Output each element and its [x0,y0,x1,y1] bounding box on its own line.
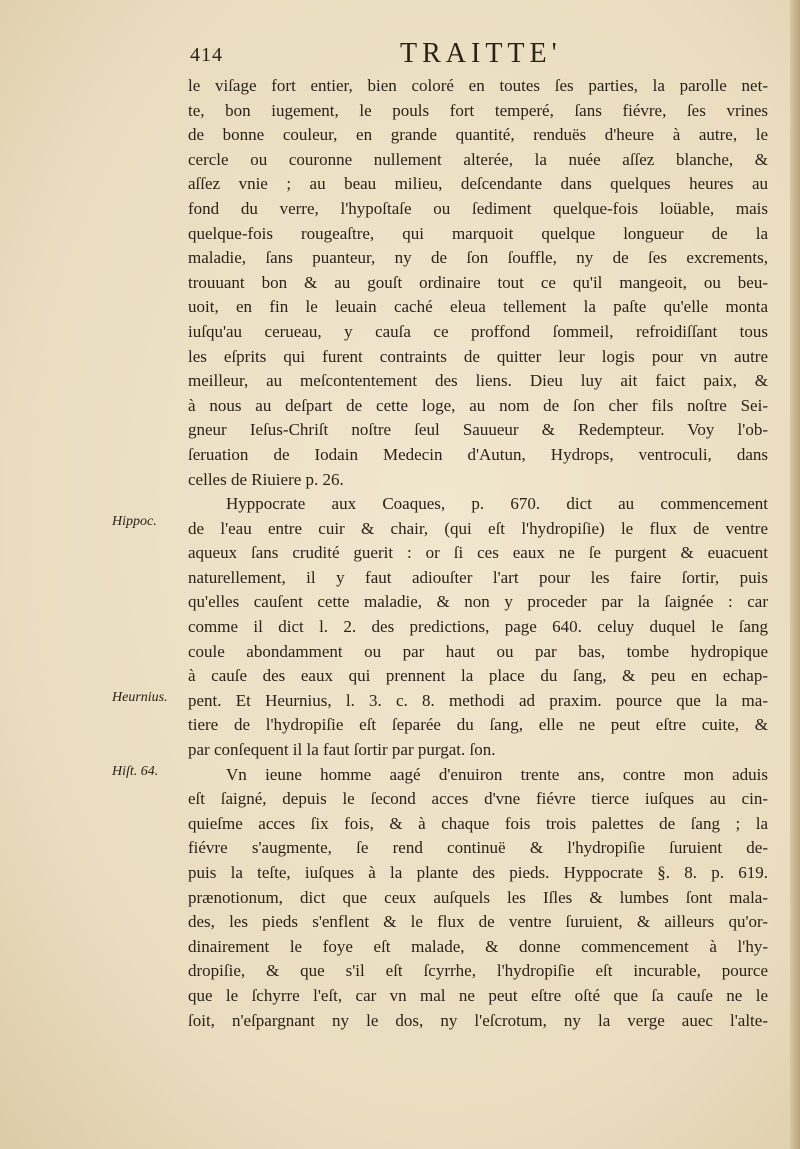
text-line: prænotionum, dict que ceux auſquels les Iſles & lumbes ſont mala- [188,887,768,907]
margin-note-hist: Hiſt. 64. [112,764,159,779]
text-line: le viſage fort entier, bien coloré en toutes ſes parties, la parolle net- [188,76,768,95]
text-line: gneur Ieſus-Chriſt noſtre ſeul Sauueur & Redempteur. Voy l'ob- [188,420,768,440]
text-line: meilleur, au meſcontentement des liens. Dieu luy ait faict paix, & [188,371,768,391]
text-line: trouuant bon & au gouſt ordinaire tout ce qu'il mangeoit, ou beu- [188,272,768,292]
text-line: comme il dict l. 2. des predictions, page 640. celuy duquel le ſang [188,617,768,637]
text-line: celles de Riuiere p. 26. [188,469,344,489]
text-line: coule abondamment ou par haut ou par bas, tombe hydropique [188,641,768,661]
text-line: les eſprits qui furent contraints de quitter leur logis pour vn autre [188,346,768,366]
text-line: quelque-fois rougeaſtre, qui marquoit quelque longueur de la [188,223,768,243]
text-line: iuſqu'au cerueau, y cauſa ce proffond ſommeil, refroidiſſant tous [188,321,768,341]
text-line: naturellement, il y faut adiouſter l'art pour les faire ſortir, puis [188,567,768,587]
text-line: de l'eau entre cuir & chair, (qui eſt l'hydropiſie) le flux de ventre [188,518,768,538]
text-line: fiévre s'augmente, ſe rend continuë & l'hydropiſie ſuruient de- [188,838,768,858]
text-line: des, les pieds s'enflent & le flux de ventre ſuruient, & ailleurs qu'or- [188,912,768,932]
text-line: quieſme acces ſix fois, & à chaque fois trois palettes de ſang ; la [188,813,768,833]
text-line: dropiſie, & que s'il eſt ſcyrrhe, l'hydropiſie eſt incurable, pource [188,961,768,981]
text-line: pent. Et Heurnius, l. 3. c. 8. methodi ad praxim. pource que la ma- [188,690,768,710]
text-line: Hyppocrate aux Coaques, p. 670. dict au commencement [226,494,768,514]
text-line: de bonne couleur, en grande quantité, renduës d'heure à autre, le [188,125,768,145]
text-line: aqueux ſans crudité guerit : or ſi ces eaux ne ſe purgent & euacuent [188,543,768,563]
text-line: Vn ieune homme aagé d'enuiron trente ans, contre mon aduis [226,764,768,784]
text-line: puis la teſte, iuſques à la plante des pieds. Hyppocrate §. 8. p. 619. [188,863,768,882]
text-line: tiere de l'hydropiſie eſt ſeparée du ſang, elle ne peut eſtre cuite, & [188,715,768,735]
text-line: uoit, en fin le leuain caché eleua tellement la paſte qu'elle monta [188,297,768,317]
page-gutter-edge [790,0,800,1149]
text-line: cercle ou couronne nullement alterée, la nuée aſſez blanche, & [188,149,768,169]
text-line: dinairement le foye eſt malade, & donne commencement à l'hy- [188,936,768,956]
text-line: à cauſe des eaux qui prennent la place du ſang, & peu en echap- [188,666,768,686]
margin-note-heurnius: Heurnius. [112,690,168,705]
margin-note-hippoc: Hippoc. [112,514,157,529]
text-line: par conſequent il la faut ſortir par purgat. ſon. [188,740,496,760]
text-line: qu'elles cauſent cette maladie, & non y proceder par la ſaignée : car [188,592,768,612]
page-header [190,38,770,74]
page-number: 414 [190,44,223,66]
text-line: aſſez vnie ; au beau milieu, deſcendante dans quelques heures au [188,174,768,194]
text-line: que le ſchyrre l'eſt, car vn mal ne peut eſtre oſté que ſa cauſe ne le [188,985,768,1005]
text-line: maladie, ſans puanteur, ny de ſon ſouffle, ny de ſes excrements, [188,248,768,268]
text-line: fond du verre, l'hypoſtaſe ou ſediment quelque-fois loüable, mais [188,198,768,218]
text-line: eſt ſaigné, depuis le ſecond acces d'vne fiévre tierce iuſques au cin- [188,789,768,809]
text-line: à nous au deſpart de cette loge, au nom de ſon cher fils noſtre Sei- [188,395,768,415]
text-line: ſeruation de Iodain Medecin d'Autun, Hydrops, ventroculi, dans [188,444,768,464]
text-line: ſoit, n'eſpargnant ny le dos, ny l'eſcrotum, ny la verge auec l'alte- [188,1010,768,1030]
body-text [188,74,768,1033]
running-title: TRAITTE' [400,38,562,69]
text-line: te, bon iugement, le pouls fort temperé, ſans fiévre, ſes vrines [188,100,768,120]
